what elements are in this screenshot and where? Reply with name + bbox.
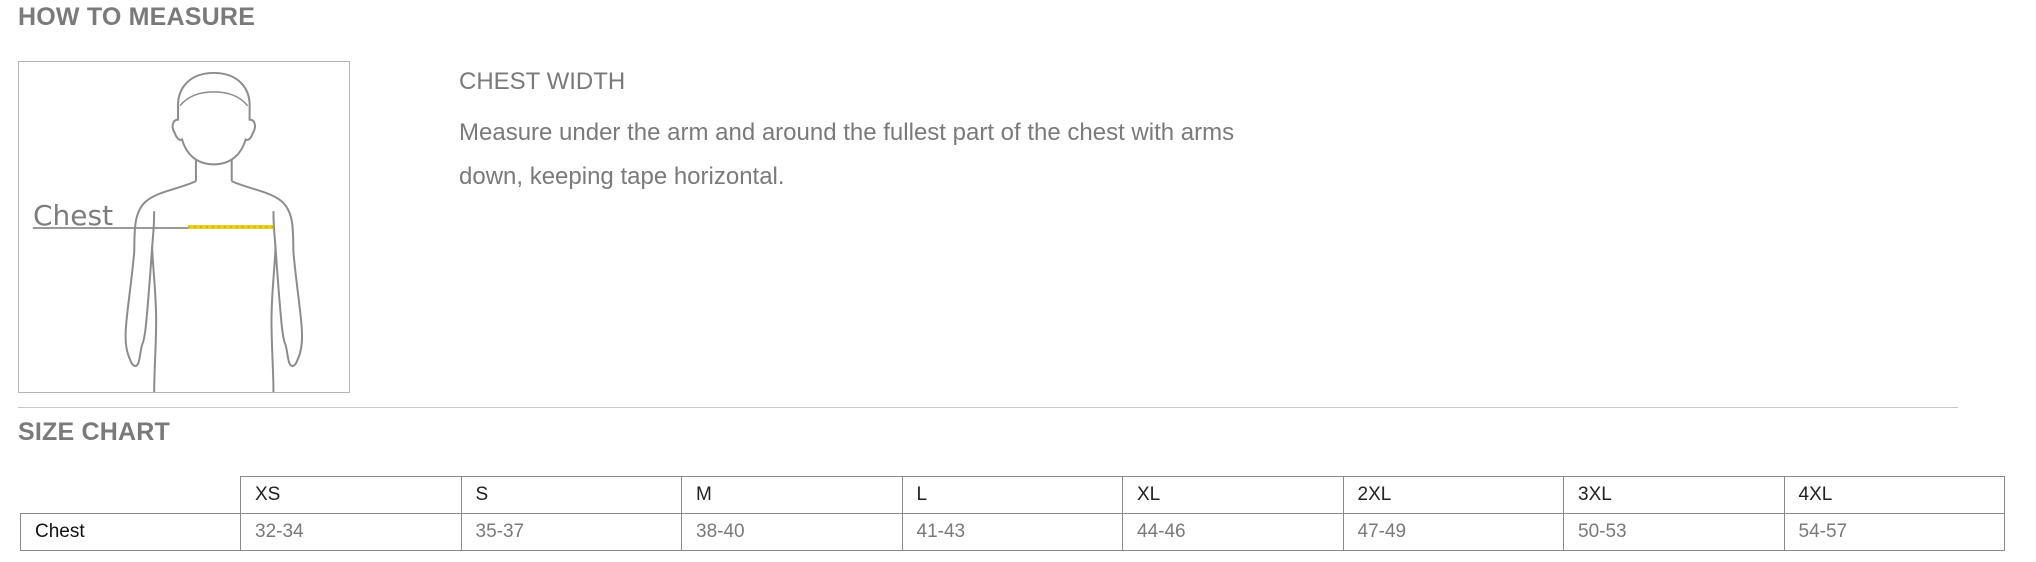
chest-value-3xl: 50-53: [1564, 514, 1785, 551]
size-header-4xl: 4XL: [1784, 477, 2005, 514]
size-header-m: M: [682, 477, 903, 514]
size-header-l: L: [902, 477, 1123, 514]
size-header-3xl: 3XL: [1564, 477, 1785, 514]
chest-value-l: 41-43: [902, 514, 1123, 551]
chest-value-m: 38-40: [682, 514, 903, 551]
row-label-chest: Chest: [21, 514, 241, 551]
chest-value-2xl: 47-49: [1343, 514, 1564, 551]
size-header-row: [21, 477, 2005, 514]
table-corner-cell: [21, 477, 241, 514]
size-header-xs: XS: [241, 477, 462, 514]
figure-chest-label: Chest: [33, 199, 114, 232]
measurement-figure: [18, 61, 350, 393]
chest-value-4xl: 54-57: [1784, 514, 2005, 551]
how-to-measure-heading: HOW TO MEASURE: [18, 3, 256, 31]
chest-value-xs: 32-34: [241, 514, 462, 551]
size-chart-heading: SIZE CHART: [18, 418, 170, 446]
size-header-xl: XL: [1123, 477, 1344, 514]
size-chart-table: [20, 476, 2005, 551]
chest-value-s: 35-37: [461, 514, 682, 551]
chest-value-xl: 44-46: [1123, 514, 1344, 551]
measure-description: Measure under the arm and around the fullest part of the chest with arms down, keeping tape horizontal.: [459, 119, 1235, 190]
size-header-s: S: [461, 477, 682, 514]
table-row: [21, 514, 2005, 551]
section-divider: [18, 407, 1958, 408]
size-header-2xl: 2XL: [1343, 477, 1564, 514]
measure-title: CHEST WIDTH: [459, 68, 626, 95]
